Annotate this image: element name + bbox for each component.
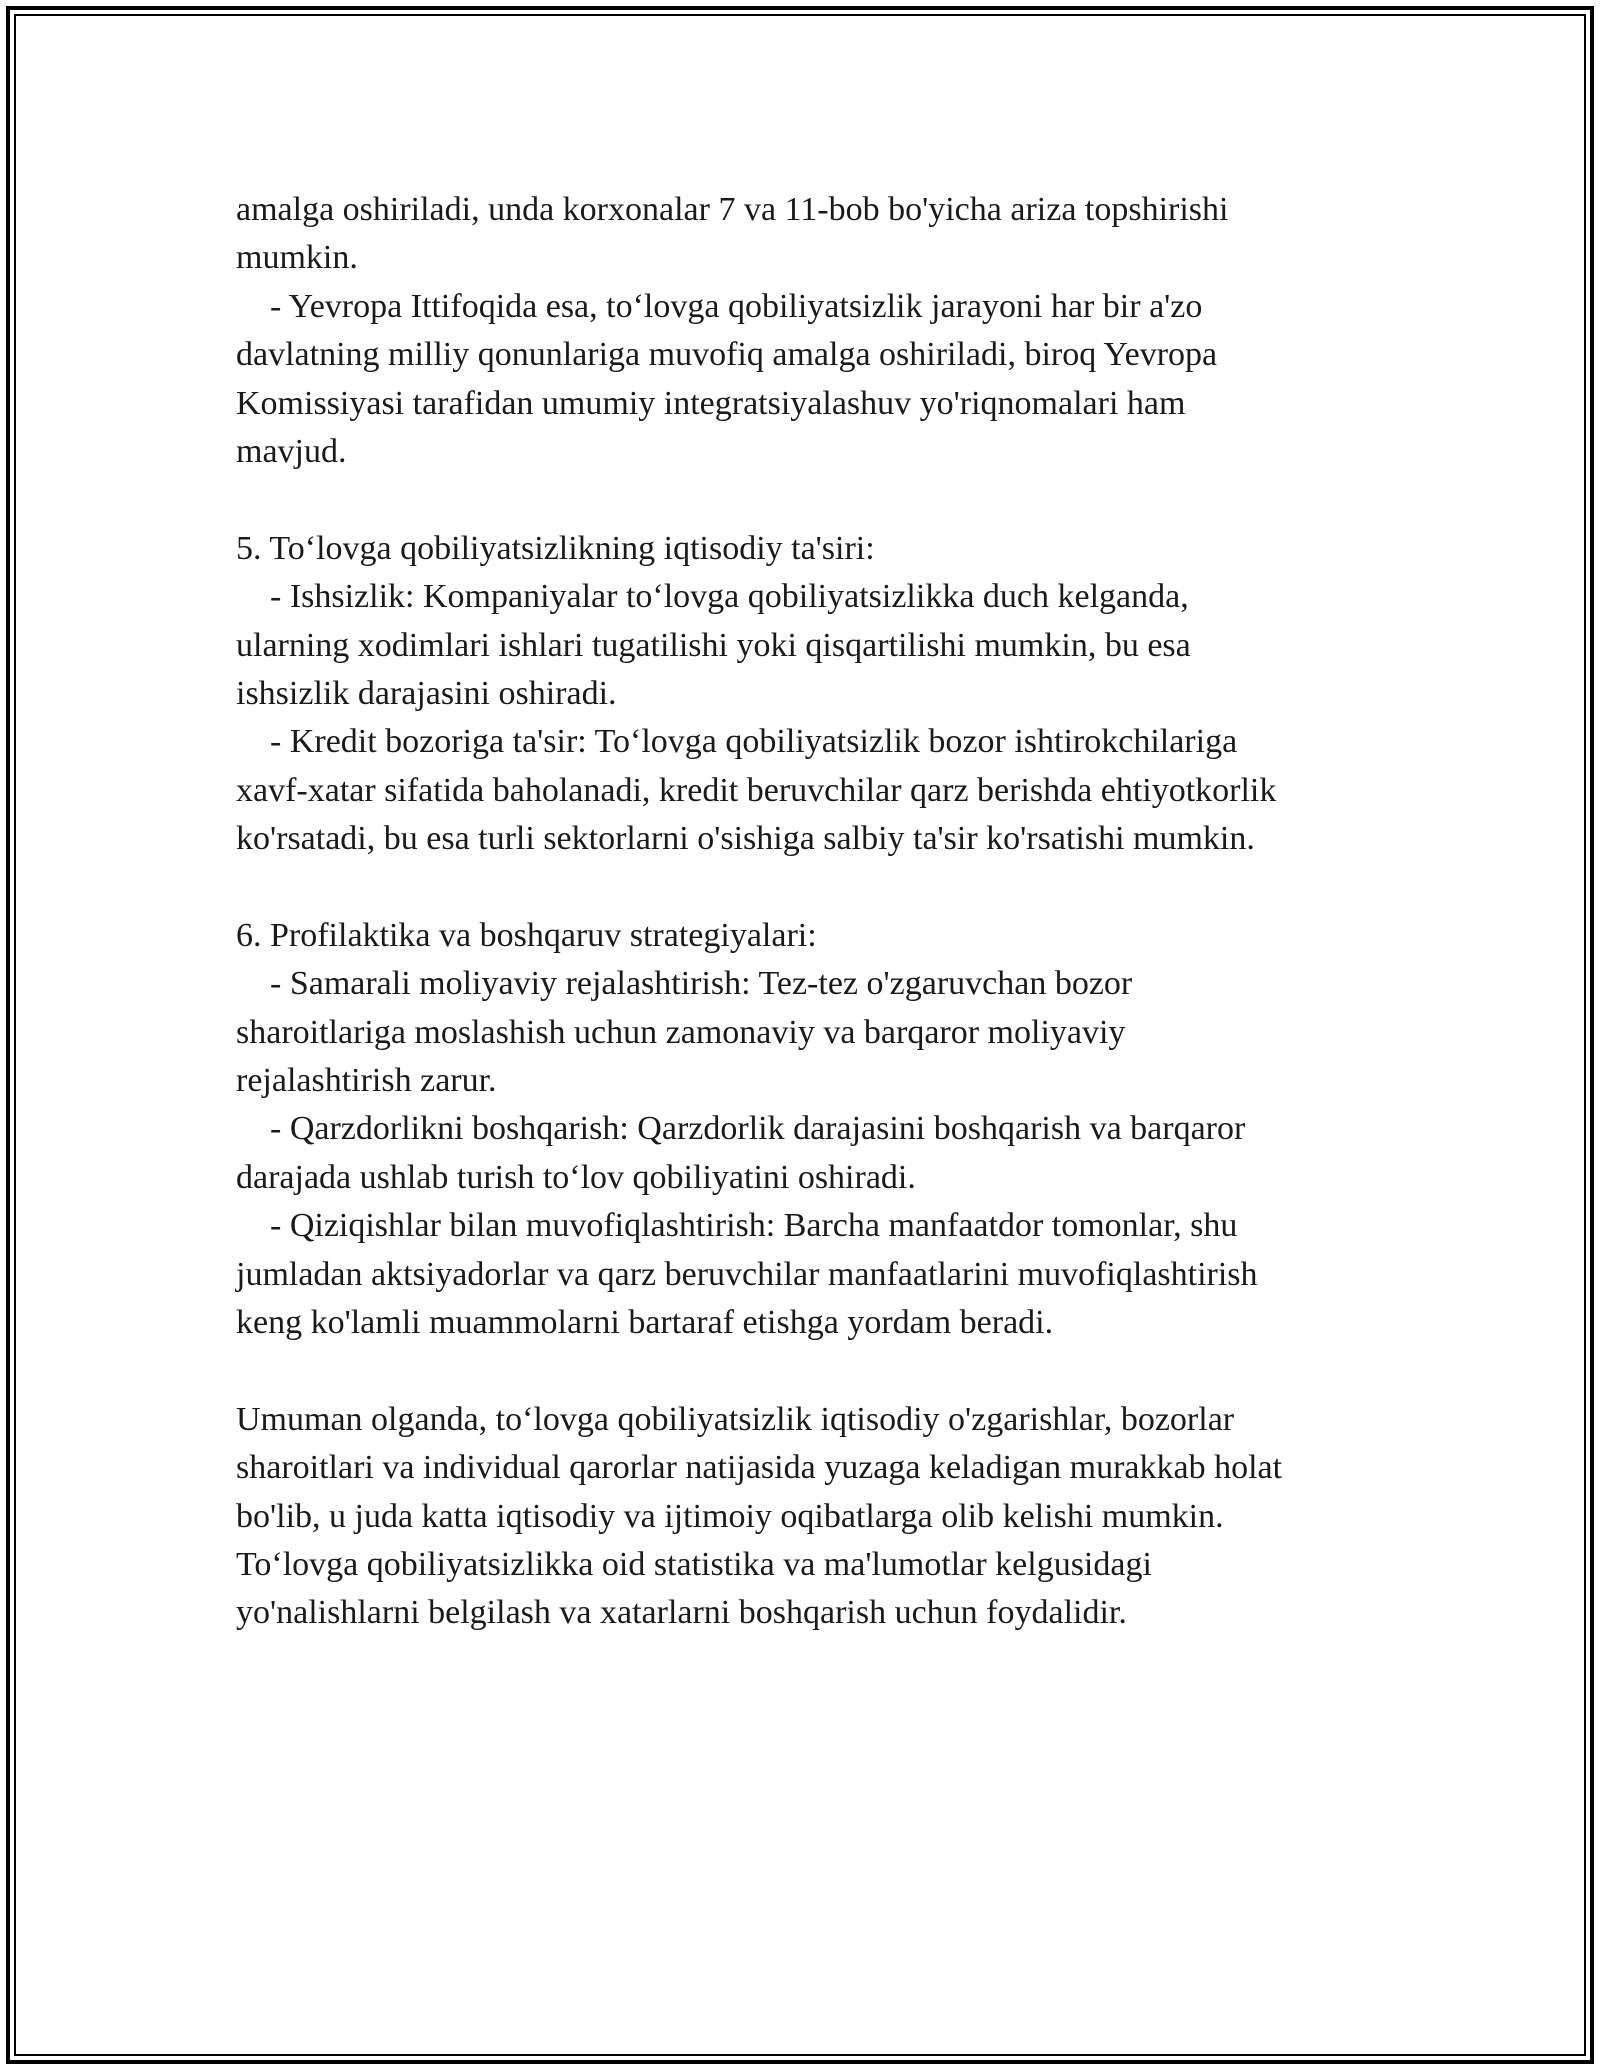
text-line: yo'nalishlarni belgilash va xatarlarni boshqarish uchun foydalidir. bbox=[236, 1594, 1127, 1632]
text-line: - Qiziqishlar bilan muvofiqlashtirish: Barcha manfaatdor tomonlar, shu bbox=[236, 1207, 1238, 1245]
text-line: keng ko'lamli muammolarni bartaraf etishga yordam beradi. bbox=[236, 1303, 1054, 1341]
text-line: - Samarali moliyaviy rejalashtirish: Tez-tez o'zgaruvchan bozor bbox=[236, 965, 1133, 1003]
text-line: amalga oshiriladi, unda korxonalar 7 va 11-bob bo'yicha ariza topshirishi bbox=[236, 191, 1229, 228]
text-line: sharoitlariga moslashish uchun zamonaviy va barqaror moliyaviy bbox=[236, 1013, 1126, 1051]
text-line: darajada ushlab turish to‘lov qobiliyatini oshiradi. bbox=[236, 1158, 916, 1196]
paragraph-gap bbox=[236, 1347, 1386, 1395]
text-line: davlatning milliy qonunlariga muvofiq amalga oshiriladi, biroq Yevropa bbox=[236, 336, 1218, 374]
text-line: - Ishsizlik: Kompaniyalar to‘lovga qobiliyatsizlikka duch kelganda, bbox=[236, 578, 1189, 616]
text-line: Komissiyasi tarafidan umumiy integratsiyalashuv yo'riqnomalari ham bbox=[236, 384, 1186, 422]
section-heading: 5. To‘lovga qobiliyatsizlikning iqtisodiy ta'siri: bbox=[236, 529, 875, 567]
text-line: mavjud. bbox=[236, 432, 347, 470]
text-line: Umuman olganda, to‘lovga qobiliyatsizlik iqtisodiy o'zgarishlar, bozorlar bbox=[236, 1400, 1235, 1438]
text-line: ularning xodimlari ishlari tugatilishi yoki qisqartilishi mumkin, bu esa bbox=[236, 626, 1191, 664]
text-line: - Yevropa Ittifoqida esa, to‘lovga qobiliyatsizlik jarayoni har bir a'zo bbox=[236, 287, 1203, 325]
text-line: To‘lovga qobiliyatsizlikka oid statistika va ma'lumotlar kelgusidagi bbox=[236, 1545, 1152, 1583]
document-body bbox=[236, 186, 1386, 1638]
section-heading: 6. Profilaktika va boshqaruv strategiyalari: bbox=[236, 916, 817, 954]
paragraph-gap bbox=[236, 476, 1386, 524]
text-line: - Kredit bozoriga ta'sir: To‘lovga qobiliyatsizlik bozor ishtirokchilariga bbox=[236, 723, 1238, 761]
text-line: ishsizlik darajasini oshiradi. bbox=[236, 674, 617, 712]
text-line: bo'lib, u juda katta iqtisodiy va ijtimoiy oqibatlarga olib kelishi mumkin. bbox=[236, 1497, 1224, 1535]
text-line: - Qarzdorlikni boshqarish: Qarzdorlik darajasini boshqarish va barqaror bbox=[236, 1110, 1246, 1148]
text-line: xavf-xatar sifatida baholanadi, kredit beruvchilar qarz berishda ehtiyotkorlik bbox=[236, 771, 1277, 809]
text-line: jumladan aktsiyadorlar va qarz beruvchilar manfaatlarini muvofiqlashtirish bbox=[236, 1255, 1258, 1293]
text-line: mumkin. bbox=[236, 239, 358, 277]
paragraph-gap bbox=[236, 863, 1386, 911]
text-line: sharoitlari va individual qarorlar natijasida yuzaga keladigan murakkab holat bbox=[236, 1449, 1283, 1487]
text-line: ko'rsatadi, bu esa turli sektorlarni o'sishiga salbiy ta'sir ko'rsatishi mumkin. bbox=[236, 820, 1255, 858]
text-line: rejalashtirish zarur. bbox=[236, 1062, 497, 1100]
